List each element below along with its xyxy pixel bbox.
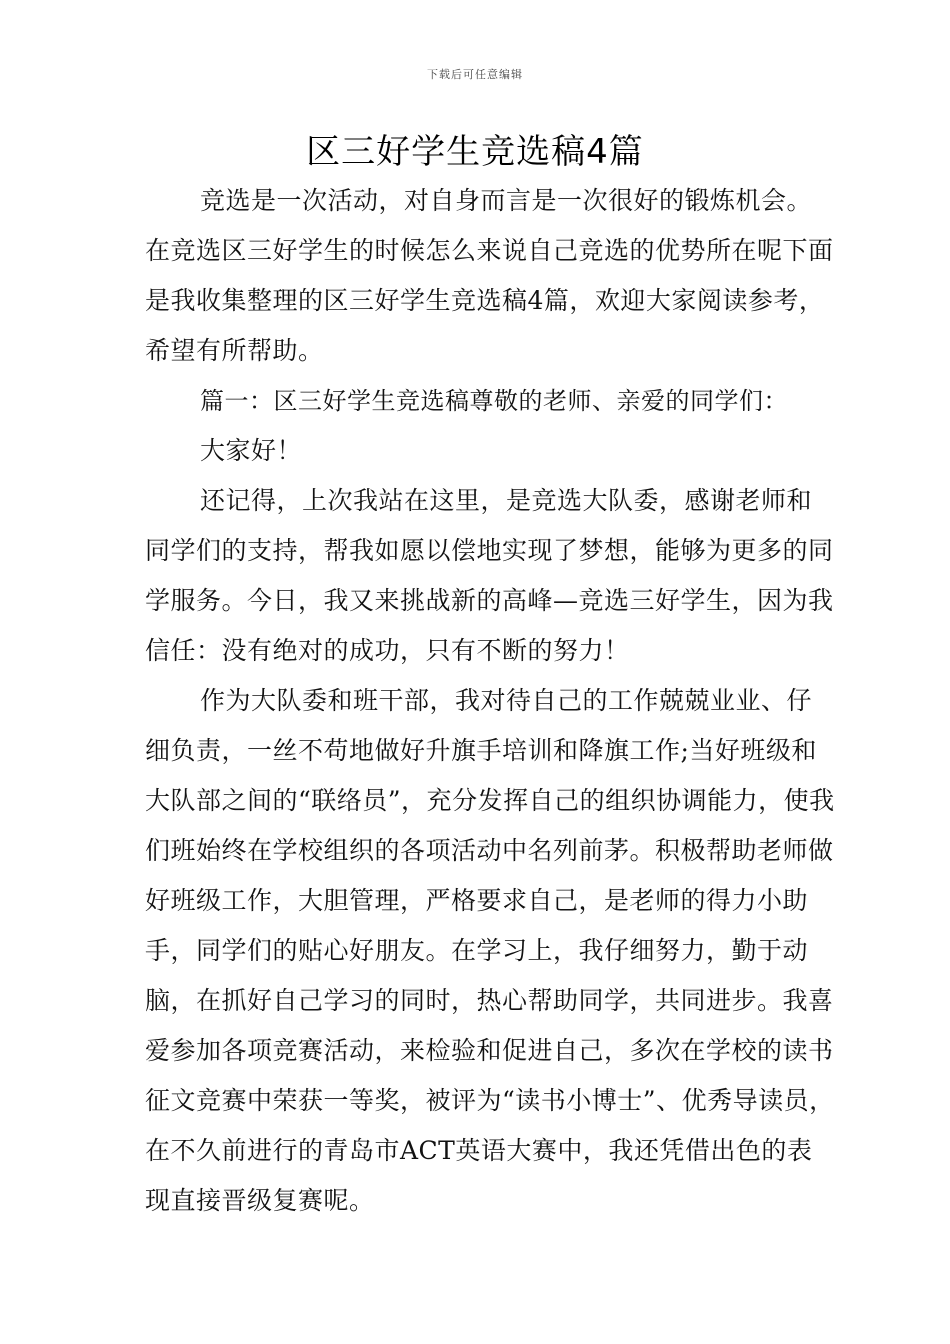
section-heading-paragraph: 篇一：区三好学生竞选稿尊敬的老师、亲爱的同学们：	[200, 387, 788, 415]
body-paragraph: 还记得，上次我站在这里，是竞选大队委，感谢老师和同学们的支持，帮我如愿以偿地实现了梦想，能够为更多的同学服务。今日，我又来挑战新的高峰—竞选三好学生，因为我信任：没有绝对的成功，只有不断的努力！	[145, 486, 834, 665]
intro-paragraph: 竞选是一次活动，对自身而言是一次很好的锻炼机会。在竞选区三好学生的时候怎么来说自己竞选的优势所在呢下面是我收集整理的区三好学生竞选稿4篇，欢迎大家阅读参考，希望有所帮助。	[145, 186, 834, 365]
greeting-paragraph: 大家好！	[200, 436, 303, 465]
document-title: 区三好学生竞选稿4篇	[306, 132, 644, 172]
body-paragraph: 作为大队委和班干部，我对待自己的工作兢兢业业、仔细负责，一丝不苟地做好升旗手培训和降旗工作;当好班级和大队部之间的“联络员”，充分发挥自己的组织协调能力，使我们班始终在学校组织的各项活动中名列前茅。积极帮助老师做好班级工作，大胆管理，严格要求自己，是老师的得力小助手，同学们的贴心好朋友。在学习上，我仔细努力，勤于动脑，在抓好自己学习的同时，热心帮助同学，共同进步。我喜爱参加各项竞赛活动，来检验和促进自己，多次在学校的读书征文竞赛中荣获一等奖，被评为“读书小博士”、优秀导读员，在不久前进行的青岛市ACT英语大赛中，我还凭借出色的表现直接晋级复赛呢。	[145, 686, 835, 1215]
header-note: 下载后可任意编辑	[427, 68, 523, 81]
document-body	[145, 176, 835, 1226]
